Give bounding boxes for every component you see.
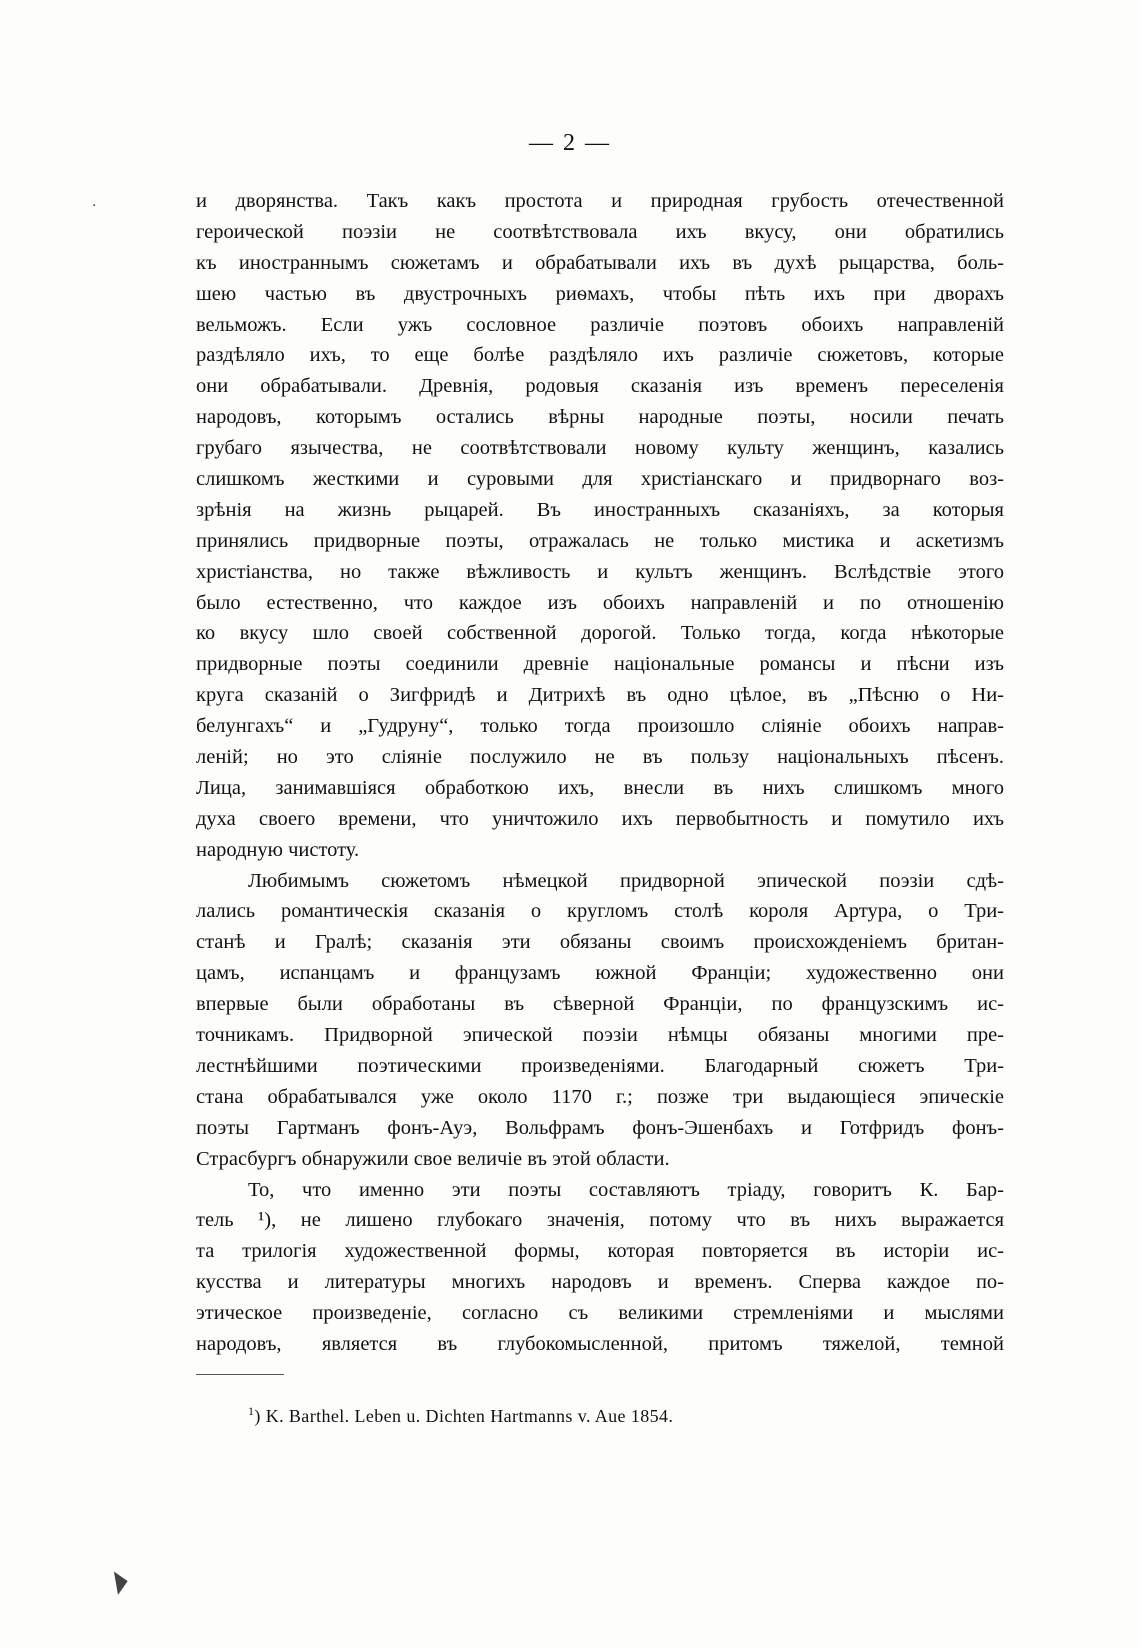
text-line: точникамъ. Придворной эпической поэзіи нѣмцы обязаны многими пре- (196, 1024, 1004, 1047)
text-line: слишкомъ жесткими и суровыми для христіанскаго и придворнаго воз- (196, 468, 1004, 491)
text-line: къ иностраннымъ сюжетамъ и обрабатывали ихъ въ духѣ рыцарства, боль- (196, 251, 1004, 274)
text-line: кусства и литературы многихъ народовъ и временъ. Сперва каждое по- (196, 1271, 1004, 1294)
text-line: То, что именно эти поэты составляютъ тріаду, говоритъ К. Бар- (248, 1178, 1004, 1201)
text-line: грубаго язычества, не соотвѣтствовали новому культу женщинъ, казались (196, 437, 1004, 460)
text-line: принялись придворные поэты, отражалась не только мистика и аскетизмъ (196, 529, 1004, 552)
text-line: христіанства, но также вѣжливость и культъ женщинъ. Вслѣдствіе этого (196, 560, 1004, 583)
footnote-rule (196, 1374, 284, 1375)
text-line: поэты Гартманъ фонъ-Ауэ, Вольфрамъ фонъ-Эшенбахъ и Готфридъ фонъ- (196, 1116, 1004, 1139)
text-line: придворные поэты соединили древніе національные романсы и пѣсни изъ (196, 653, 1004, 676)
text-line: круга сказаній о Зигфридѣ и Дитрихѣ въ одно цѣлое, въ „Пѣсню о Ни- (196, 684, 1004, 707)
scan-mark: ◥ (102, 1567, 131, 1598)
text-line: шею частью въ двустрочныхъ риѳмахъ, чтобы пѣть ихъ при дворахъ (196, 282, 1004, 305)
footnote-text: ) K. Barthel. Leben u. Dichten Hartmanns v. Aue 1854. (254, 1406, 674, 1426)
text-line: и дворянства. Такъ какъ простота и природная грубость отечественной (196, 190, 1004, 212)
text-line: этическое произведеніе, согласно съ великими стремленіями и мыслями (196, 1302, 1004, 1325)
text-line: зрѣнія на жизнь рыцарей. Въ иностранныхъ сказаніяхъ, за которыя (196, 498, 1004, 521)
text-line: ко вкусу шло своей собственной дорогой. Только тогда, когда нѣкоторые (196, 622, 1004, 645)
text-line: раздѣляло ихъ, то еще болѣе раздѣляло ихъ различіе сюжетовъ, которые (196, 344, 1004, 367)
text-line: цамъ, испанцамъ и французамъ южной Франціи; художественно они (196, 962, 1004, 985)
text-line: народовъ, которымъ остались вѣрны народные поэты, носили печать (196, 406, 1004, 429)
text-line: стана обрабатывался уже около 1170 г.; позже три выдающіеся эпическіе (196, 1085, 1004, 1108)
page-number: — 2 — (529, 130, 611, 156)
text-line: лестнѣйшими поэтическими произведеніями. Благодарный сюжетъ Три- (196, 1054, 1004, 1077)
text-line: народовъ, является въ глубокомысленной, притомъ тяжелой, темной (196, 1332, 1004, 1355)
text-line: впервые были обработаны въ сѣверной Франціи, по французскимъ ис- (196, 993, 1004, 1016)
text-line: вельможъ. Если ужъ сословное различіе поэтовъ обоихъ направленій (196, 313, 1004, 336)
text-line: та трилогія художественной формы, которая повторяется въ исторіи ис- (196, 1240, 1004, 1263)
text-line: они обрабатывали. Древнія, родовыя сказанія изъ временъ переселенія (196, 375, 1004, 398)
body-text (196, 186, 1004, 1360)
text-line: лались романтическія сказанія о кругломъ столѣ короля Артура, о Три- (196, 900, 1004, 923)
footnote (248, 1404, 673, 1427)
text-line: народную чистоту. (196, 838, 360, 861)
text-line: станѣ и Гралѣ; сказанія эти обязаны своимъ происхожденіемъ британ- (196, 931, 1004, 954)
text-line: Лица, занимавшіяся обработкою ихъ, внесли въ нихъ слишкомъ много (196, 776, 1004, 799)
text-line: Страсбургъ обнаружили свое величіе въ этой области. (196, 1147, 670, 1170)
text-line: леній; но это сліяніе послужило не въ пользу національныхъ пѣсенъ. (196, 746, 1004, 769)
text-line: тель ¹), не лишено глубокаго значенія, потому что въ нихъ выражается (196, 1209, 1004, 1232)
scan-speck: · (92, 198, 97, 214)
footnote-marker: 1 (248, 1404, 255, 1418)
text-line: белунгахъ“ и „Гудруну“, только тогда произошло сліяніе обоихъ направ- (196, 715, 1004, 738)
text-line: Любимымъ сюжетомъ нѣмецкой придворной эпической поэзіи сдѣ- (248, 869, 1004, 892)
text-line: духа своего времени, что уничтожило ихъ первобытность и помутило ихъ (196, 807, 1004, 830)
text-line: было естественно, что каждое изъ обоихъ направленій и по отношенію (196, 591, 1004, 614)
text-line: героической поэзіи не соотвѣтствовала ихъ вкусу, они обратились (196, 220, 1004, 243)
